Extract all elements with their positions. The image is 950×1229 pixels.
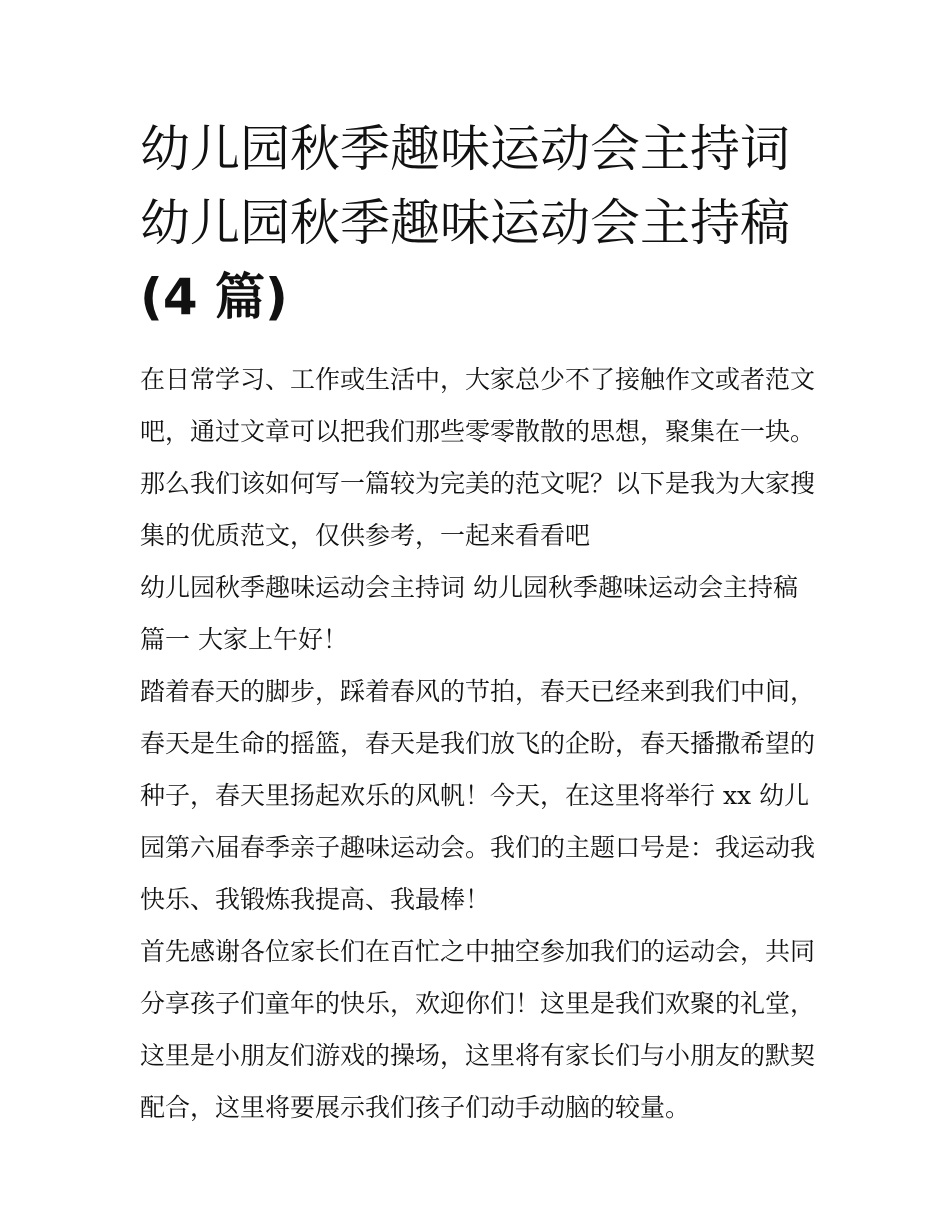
body-line: 园第六届春季亲子趣味运动会。我们的主题口号是：我运动我: [140, 833, 816, 862]
body-line: 分享孩子们童年的快乐，欢迎你们！这里是我们欢聚的礼堂，: [140, 989, 816, 1018]
title-line-3: (4 篇): [140, 268, 288, 326]
body-line: 吧，通过文章可以把我们那些零零散散的思想，聚集在一块。: [140, 417, 816, 446]
body-line: 种子，春天里扬起欢乐的风帆！今天，在这里将举行 xx 幼儿: [140, 781, 810, 810]
body-line: 踏着春天的脚步，踩着春风的节拍，春天已经来到我们中间，: [140, 677, 816, 706]
body-line: 春天是生命的摇篮，春天是我们放飞的企盼，春天播撒希望的: [140, 729, 816, 758]
body-line: 首先感谢各位家长们在百忙之中抽空参加我们的运动会，共同: [140, 937, 816, 966]
body-line: 集的优质范文，仅供参考，一起来看看吧: [140, 521, 591, 550]
body-line: 快乐、我锻炼我提高、我最棒！: [140, 885, 491, 914]
title-line-1: 幼儿园秋季趣味运动会主持词: [140, 120, 790, 178]
body-line: 幼儿园秋季趣味运动会主持词 幼儿园秋季趣味运动会主持稿: [140, 573, 798, 602]
document-title: [140, 112, 820, 334]
title-line-2: 幼儿园秋季趣味运动会主持稿: [140, 194, 790, 252]
body-line: 这里是小朋友们游戏的操场，这里将有家长们与小朋友的默契: [140, 1041, 816, 1070]
document-body: [140, 354, 820, 1134]
body-line: 在日常学习、工作或生活中，大家总少不了接触作文或者范文: [140, 365, 816, 394]
body-line: 那么我们该如何写一篇较为完美的范文呢？以下是我为大家搜: [140, 469, 816, 498]
body-line: 配合，这里将要展示我们孩子们动手动脑的较量。: [140, 1093, 691, 1122]
body-line: 篇一 大家上午好！: [140, 625, 348, 654]
